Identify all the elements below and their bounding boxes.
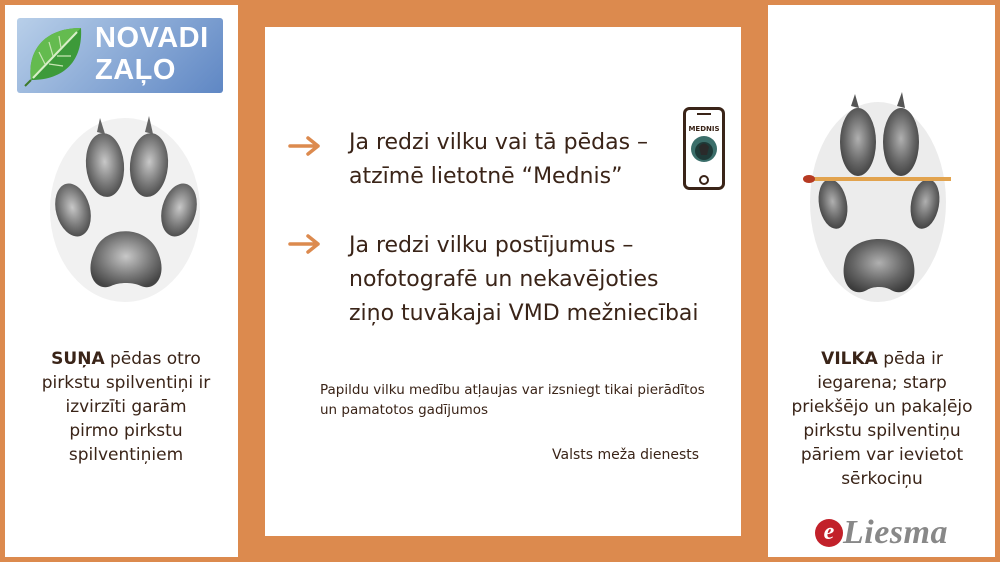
dog-caption-bold: SUŅA — [51, 349, 105, 369]
arrow-right-icon — [288, 136, 322, 156]
instruction-2-line3: ziņo tuvākajai VMD mežniecībai — [349, 301, 699, 326]
source-credit: Valsts meža dienests — [552, 447, 700, 463]
permit-note-line2: un pamatotos gadījumos — [320, 402, 489, 418]
dog-caption — [40, 347, 212, 467]
arrow-right-icon — [288, 234, 322, 254]
logo-line1: NOVADI — [95, 22, 209, 54]
instruction-2-line2: nofotografē un nekavējoties — [349, 267, 659, 292]
logo-line2: ZAĻO — [95, 54, 176, 86]
leaf-icon — [23, 22, 89, 88]
instruction-2 — [349, 230, 719, 329]
wolf-caption-bold: VILKA — [821, 349, 878, 369]
liesma-wordmark: Liesma — [843, 514, 948, 551]
liesma-e-logo: e — [815, 519, 843, 547]
wolf-paw-image — [803, 92, 953, 304]
permit-note — [320, 380, 730, 420]
instruction-1-line1: Ja redzi vilku vai tā pēdas – — [349, 130, 649, 155]
phone-icon — [683, 107, 725, 190]
wolf-caption-text: pēda ir iegarena; starp priekšējo un pakaļējo pirkstu spilventiņu pāriem var ievietot sērkociņu — [791, 349, 973, 489]
mednis-label: MEDNIS — [688, 125, 720, 133]
wolf-caption — [787, 347, 977, 491]
instruction-1-line2: atzīmē lietotnē “Mednis” — [349, 164, 623, 189]
liesma-watermark — [805, 512, 995, 556]
instruction-2-line1: Ja redzi vilku postījumus – — [349, 233, 634, 258]
novadi-zalo-logo — [17, 18, 223, 93]
dog-caption-text: pēdas otro pirkstu spilventiņi ir izvirzīti garām pirmo pirkstu spilventiņiem — [41, 349, 211, 465]
instruction-1 — [349, 127, 669, 192]
permit-note-line1: Papildu vilku medību atļaujas var izsniegt tikai pierādītos — [320, 382, 705, 398]
dog-paw-image — [45, 110, 205, 310]
